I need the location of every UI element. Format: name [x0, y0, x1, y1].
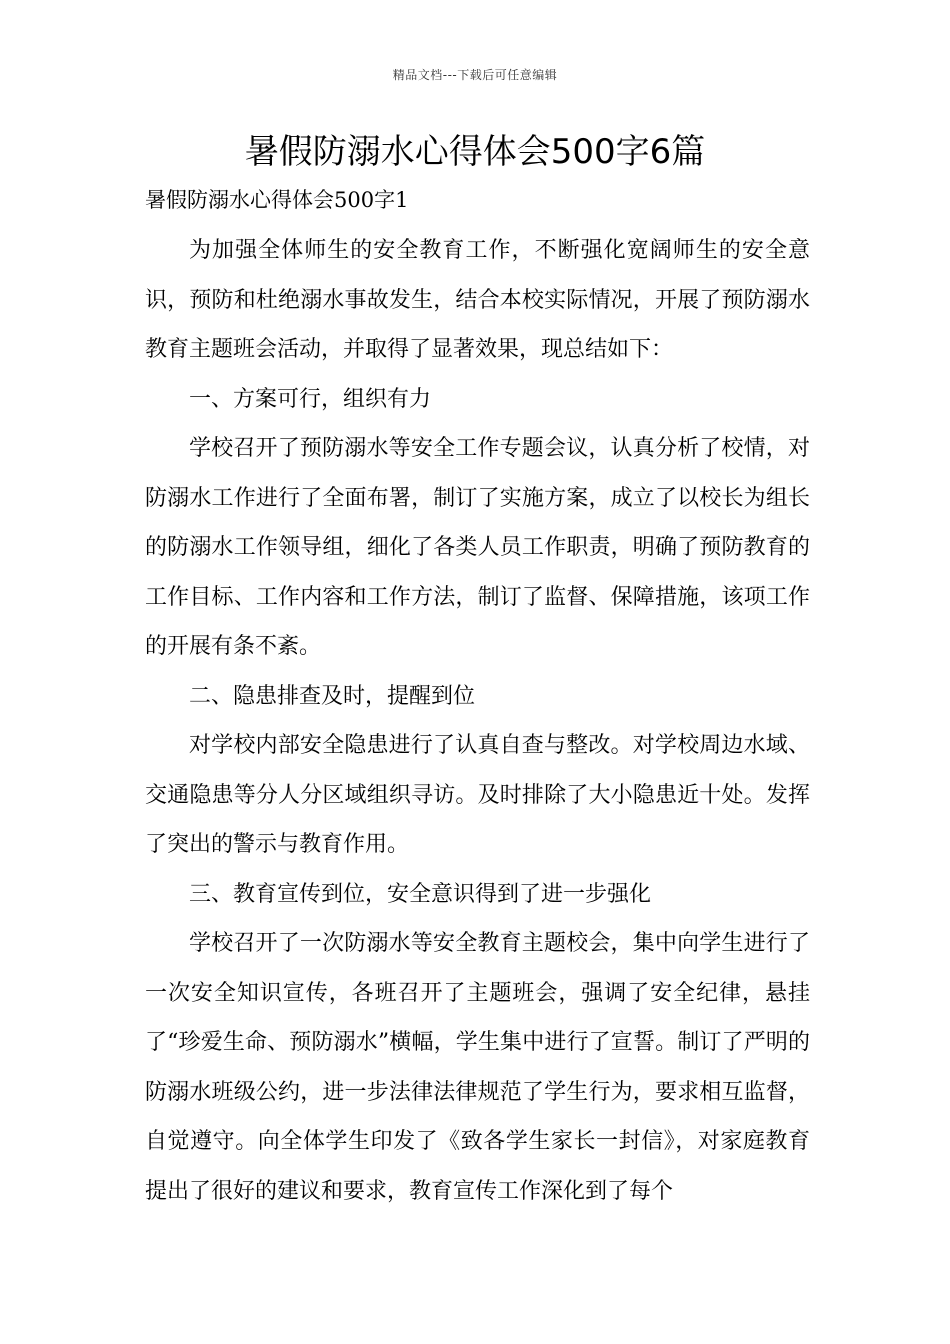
document-title: 暑假防溺水心得体会500字6篇 [244, 132, 706, 172]
section-heading-2: 二、隐患排查及时，提醒到位 [189, 683, 476, 709]
paragraph-intro: 为加强全体师生的安全教育工作，不断强化宽阔师生的安全意识，预防和杜绝溺水事故发生，结合本校实际情况，开展了预防溺水教育主题班会活动，并取得了显著效果，现总结如下： [145, 238, 810, 362]
document-body [145, 226, 810, 1216]
paragraph-section-3: 学校召开了一次防溺水等安全教育主题校会，集中向学生进行了一次安全知识宣传，各班召开了主题班会，强调了安全纪律，悬挂了“珍爱生命、预防溺水”横幅，学生集中进行了宣誓。制订了严明的防溺水班级公约，进一步法律法律规范了学生行为，要求相互监督，自觉遵守。向全体学生印发了《致各学生家长一封信》，对家庭教育提出了很好的建议和要求，教育宣传工作深化到了每个 [145, 931, 810, 1204]
paragraph-section-1: 学校召开了预防溺水等安全工作专题会议，认真分析了校情，对防溺水工作进行了全面布署，制订了实施方案，成立了以校长为组长的防溺水工作领导组，细化了各类人员工作职责，明确了预防教育的工作目标、工作内容和工作方法，制订了监督、保障措施，该项工作的开展有条不紊。 [145, 436, 810, 659]
section-heading-3: 三、教育宣传到位，安全意识得到了进一步强化 [189, 881, 652, 907]
section-heading-1: 一、方案可行，组织有力 [189, 386, 432, 412]
header-note: 精品文档---下载后可任意编辑 [392, 68, 558, 82]
paragraph-section-2: 对学校内部安全隐患进行了认真自查与整改。对学校周边水域、交通隐患等分人分区域组织寻访。及时排除了大小隐患近十处。发挥了突出的警示与教育作用。 [145, 733, 810, 857]
section-subtitle: 暑假防溺水心得体会500字1 [145, 188, 409, 212]
